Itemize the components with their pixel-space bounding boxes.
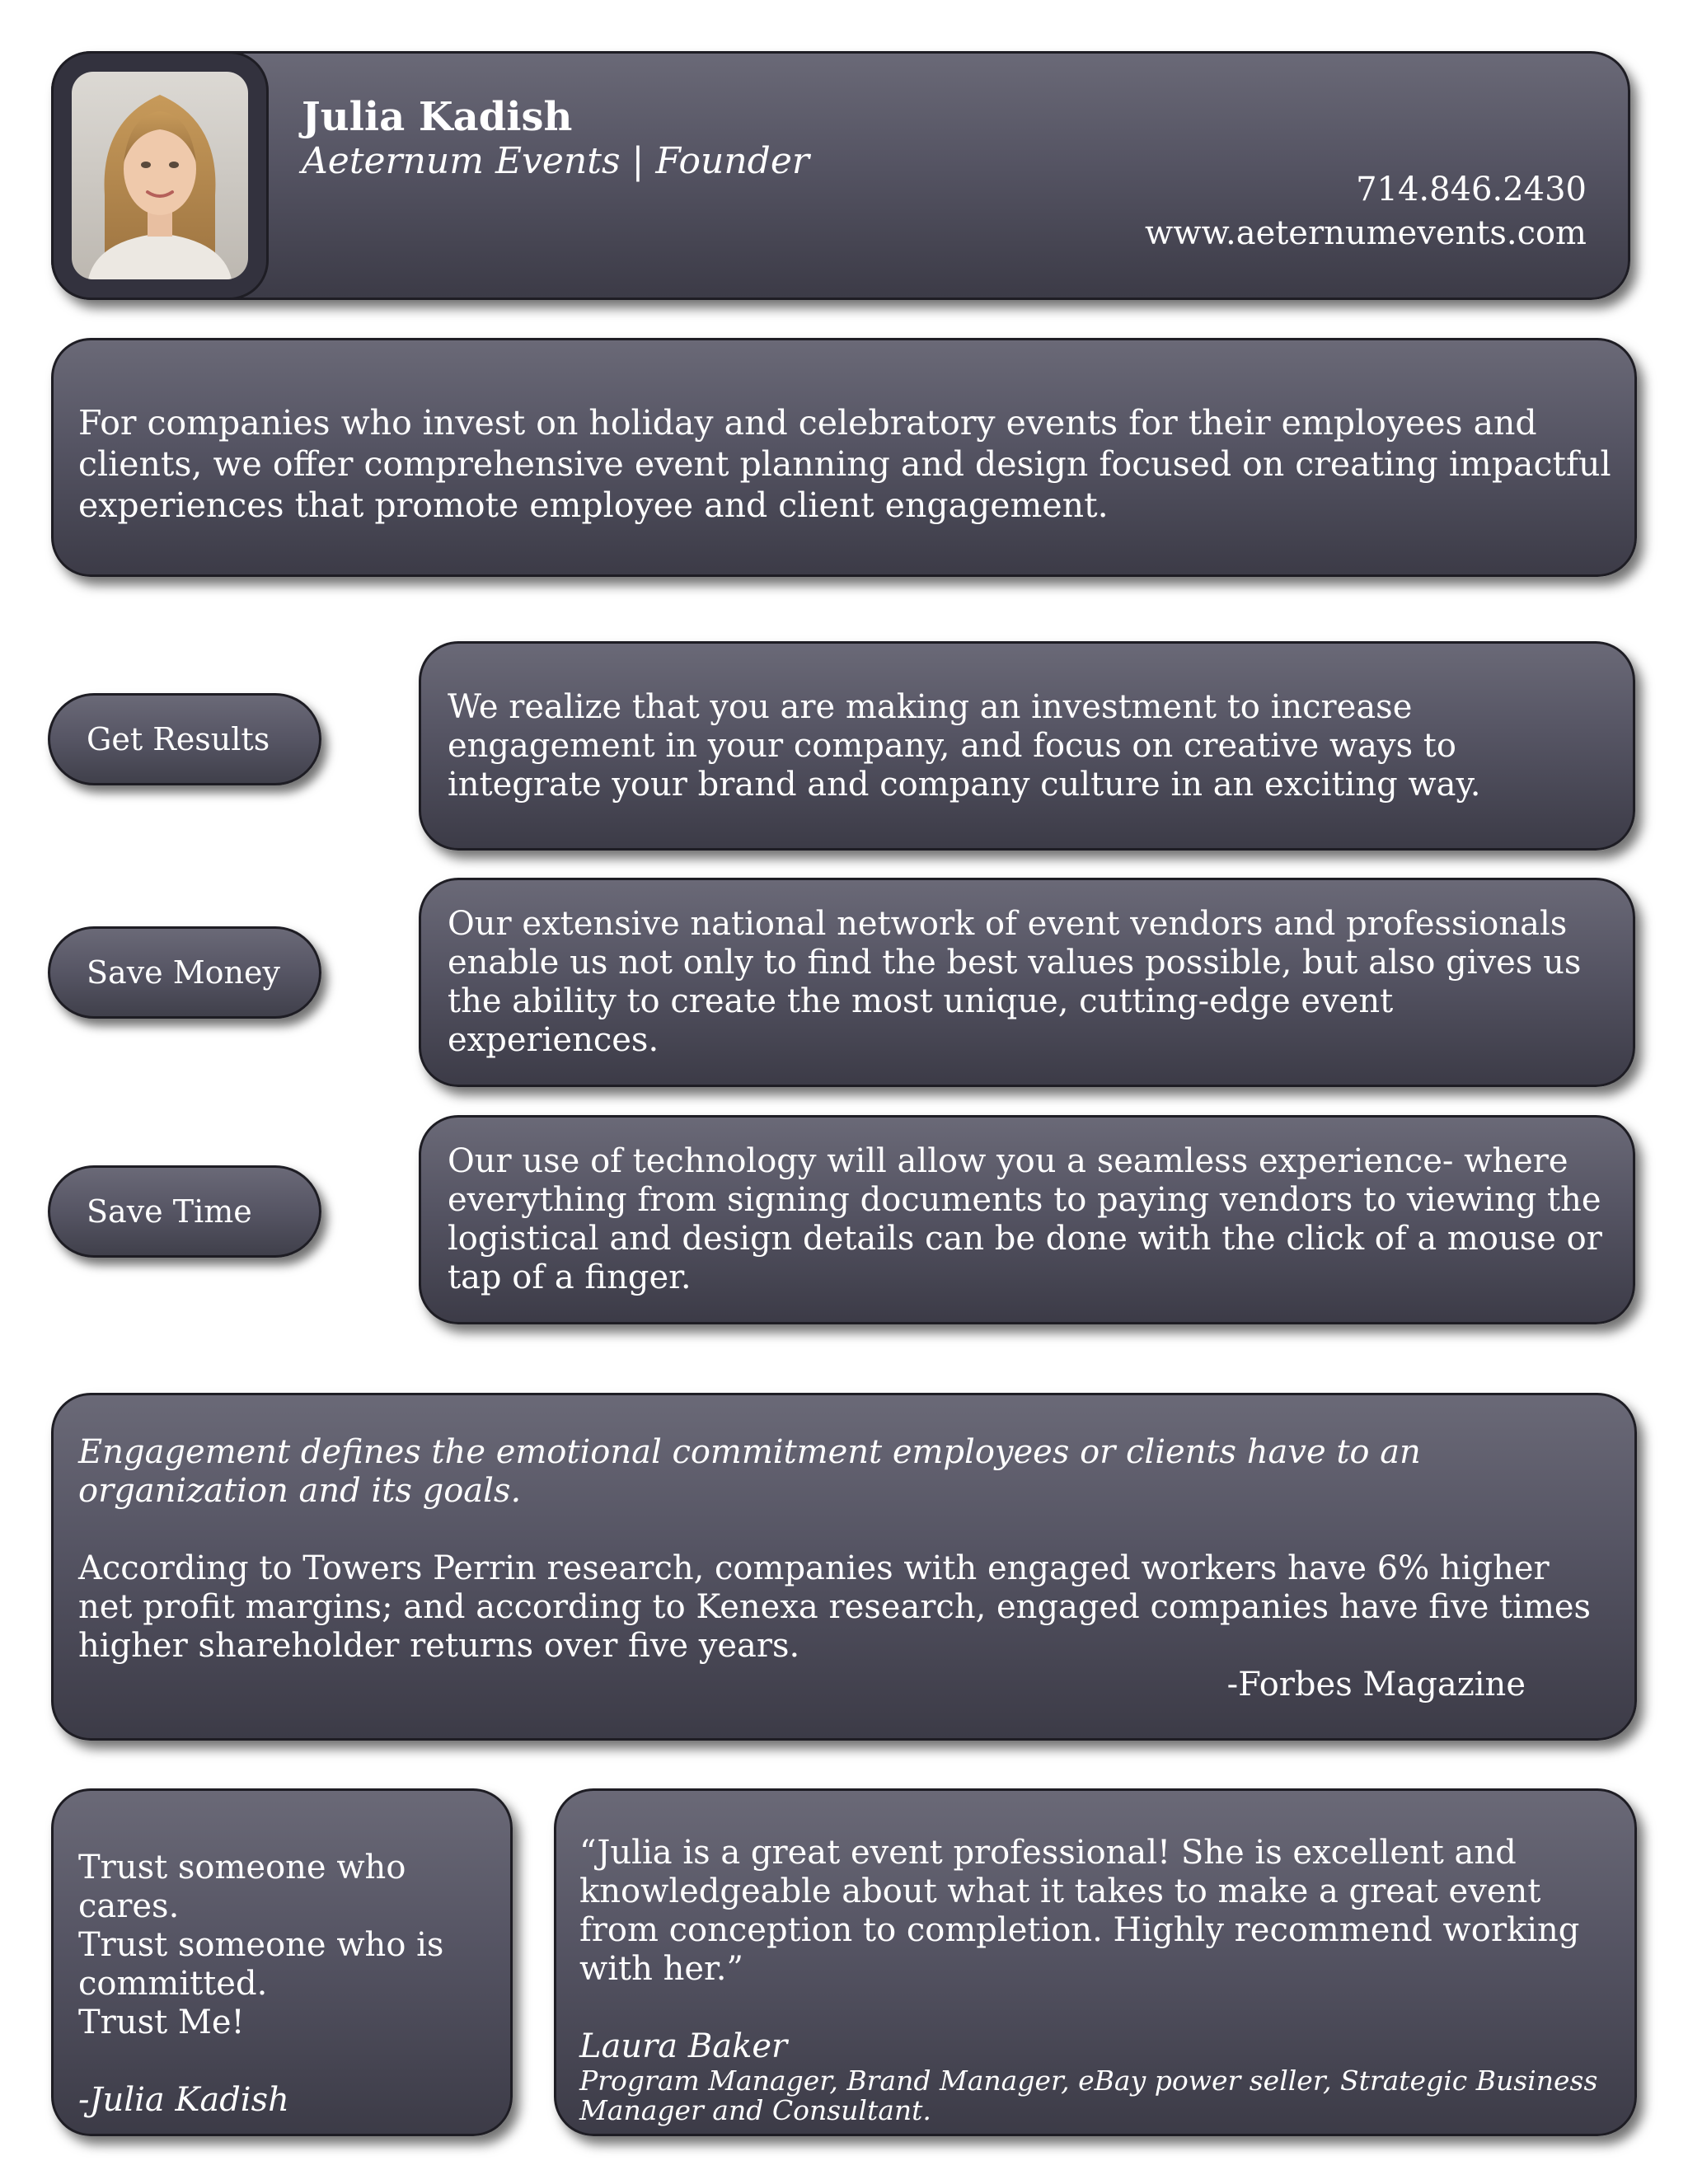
profile-photo-frame [51, 51, 269, 300]
phone-number[interactable]: 714.846.2430 [1356, 171, 1587, 209]
forbes-quote-card [51, 1393, 1637, 1741]
save-money-button[interactable]: Save Money [48, 926, 321, 1019]
intro-card [51, 338, 1637, 577]
trust-signature: -Julia Kadish [78, 2081, 289, 2119]
trust-line: Trust someone who is committed. [78, 1926, 444, 2003]
save-time-button[interactable]: Save Time [48, 1165, 321, 1258]
trust-line: Trust someone who cares. [78, 1849, 406, 1925]
profile-photo [72, 72, 248, 279]
contact-name: Julia Kadish [302, 94, 573, 140]
testimonial-role: Program Manager, Brand Manager, eBay power seller, Strategic Business Manager and Consultant. [579, 2064, 1598, 2126]
save-time-card [419, 1115, 1635, 1324]
trust-line: Trust Me! [78, 2004, 245, 2041]
testimonial-card [554, 1788, 1637, 2136]
intro-text: For companies who invest on holiday and celebratory events for their employees and clients, we offer comprehensive event planning and design focused on creating impactful experiences that promote employee and client engagement. [78, 403, 1611, 525]
benefit-text: Our extensive national network of event vendors and professionals enable us not only to find the best values possible, but also gives us the ability to create the most unique, cutting-edge event experiences. [448, 905, 1582, 1059]
engagement-definition: Engagement defines the emotional commitment employees or clients have to an organization and its goals. [78, 1433, 1421, 1510]
benefit-text: We realize that you are making an investment to increase engagement in your company, and focus on creative ways to integrate your brand and company culture in an exciting way. [448, 687, 1481, 804]
testimonial-author: Laura Baker [579, 2027, 788, 2065]
get-results-card [419, 641, 1635, 851]
testimonial-quote: “Julia is a great event professional! She is excellent and knowledgeable about what it takes to make a great event from conception to completion. Highly recommend working with her.” [579, 1834, 1580, 1988]
get-results-button[interactable]: Get Results [48, 693, 321, 785]
benefit-text: Our use of technology will allow you a seamless experience- where everything from signing documents to paying vendors to viewing the logistical and design details can be done with the click of a mouse or tap of a finger. [448, 1142, 1602, 1296]
save-money-card [419, 878, 1635, 1087]
quote-attribution: -Forbes Magazine [1226, 1666, 1526, 1704]
trust-card [51, 1788, 513, 2136]
website-link[interactable]: www.aeternumevents.com [1145, 214, 1587, 252]
research-text: According to Towers Perrin research, companies with engaged workers have 6% higher net profit margins; and according to Kenexa research, engaged companies have five times higher shareholder returns over five years. [78, 1549, 1592, 1665]
company-title: Aeternum Events | Founder [302, 140, 809, 182]
